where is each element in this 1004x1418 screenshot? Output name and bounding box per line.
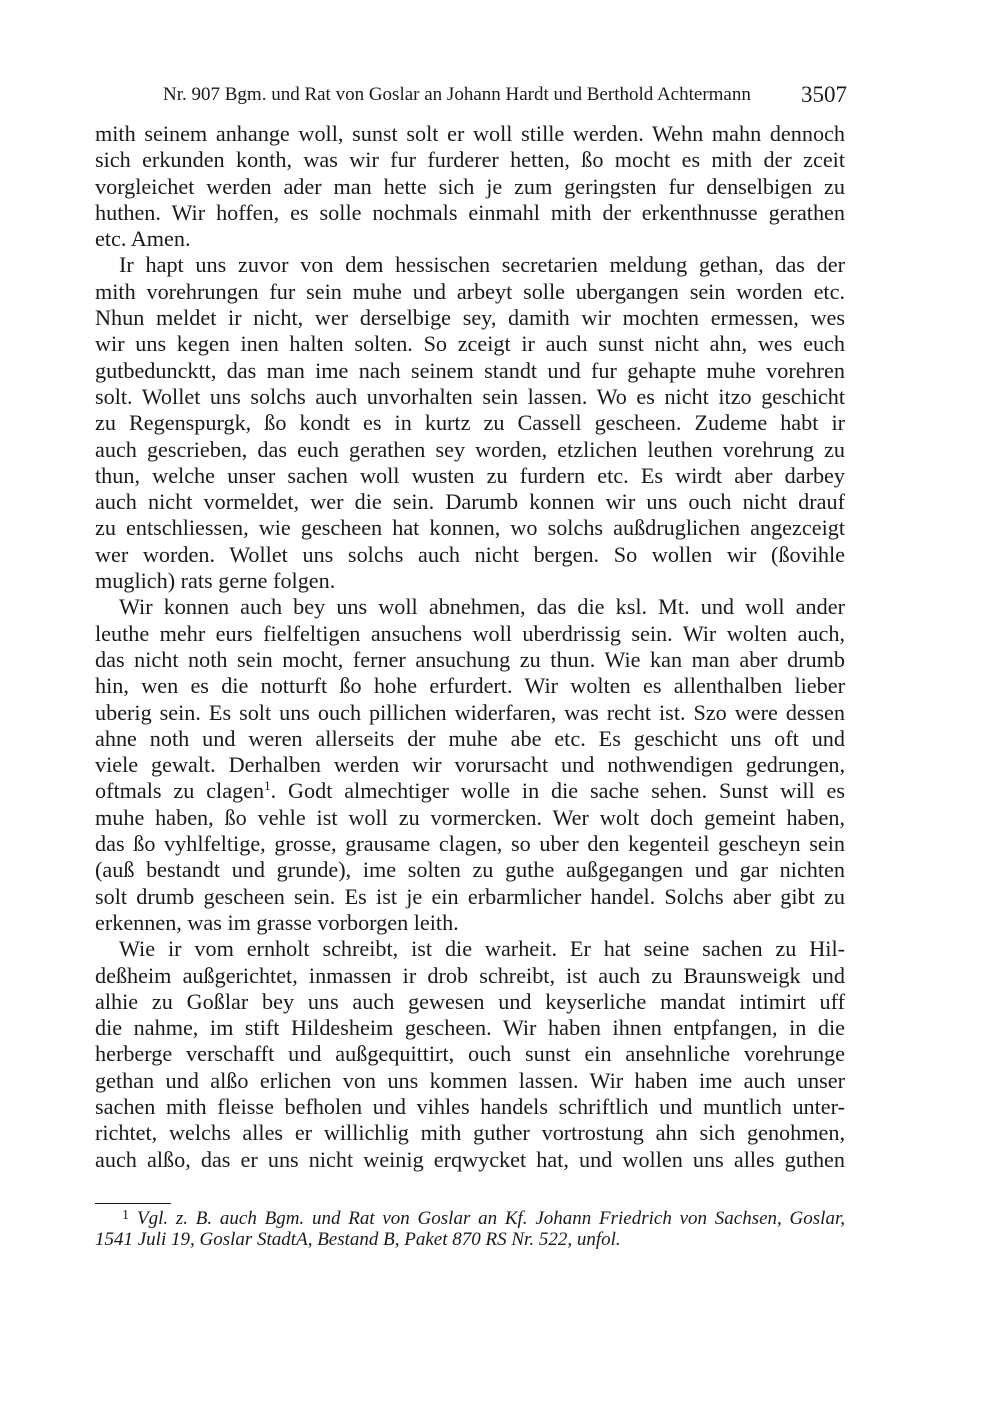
text-line: erkennen, was im grasse vorborgen leith. xyxy=(95,909,459,935)
page-number: 3507 xyxy=(801,82,847,107)
text-line: huthen. Wir hoffen, es solle nochmals einmahl mith der erkenthnusse gerathen xyxy=(95,199,845,225)
text-line: leuthe mehr eurs fielfeltigen ansuchens woll uberdrissig sein. Wir wolten auch, xyxy=(95,620,845,646)
text-line: auch alßo, das er uns nicht weinig erqwycket hat, und wollen uns alles guthen xyxy=(95,1146,845,1172)
text-line: Wie ir vom ernholt schreibt, ist die warheit. Er hat seine sachen zu Hil- xyxy=(119,936,845,962)
text-line: wir uns kegen inen halten solten. So zceigt ir auch sunst nicht ahn, wes euch xyxy=(95,331,845,357)
text-line: hin, wen es die notturft ßo hohe erfurdert. Wir wolten es allenthalben lieber xyxy=(95,673,845,699)
footnote xyxy=(95,1208,845,1250)
text-line: sachen mith fleisse befholen und vihles handels schriftlich und muntlich unter- xyxy=(95,1093,845,1119)
text-line: Ir hapt uns zuvor von dem hessischen secretarien meldung gethan, das der xyxy=(119,252,845,278)
footnote-reference[interactable]: 1 xyxy=(264,778,271,794)
text-line: das nicht noth sein mocht, ferner ansuchung zu thun. Wie kan man aber drumb xyxy=(95,646,845,672)
text-line: uberig sein. Es solt uns ouch pillichen widerfaren, was recht ist. Szo were dessen xyxy=(95,699,845,725)
text-line: wer worden. Wollet uns solchs auch nicht bergen. So wollen wir (ßovihle xyxy=(95,541,845,567)
running-head xyxy=(95,80,847,110)
text-line: thun, welche unser sachen woll wusten zu furdern etc. Es wirdt aber darbey xyxy=(95,462,845,488)
text-line: zu Regenspurgk, ßo kondt es in kurtz zu Cassell gescheen. Zudeme habt ir xyxy=(95,410,845,436)
text-line: gutbeduncktt, das man ime nach seinem standt und fur gehapte muhe vorehren xyxy=(95,357,845,383)
footnote-line xyxy=(95,1208,845,1229)
text-line: ahne noth und weren allerseits der muhe abe etc. Es geschicht uns oft und xyxy=(95,725,845,751)
text-line: herberge verschafft und außgequittirt, ouch sunst ein ansehnliche vorehrunge xyxy=(95,1041,845,1067)
text-line: Nhun meldet ir nicht, wer derselbige sey, damith wir mochten ermessen, wes xyxy=(95,305,845,331)
text-line: viele gewalt. Derhalben werden wir vorursacht und nothwendigen gedrungen, xyxy=(95,752,845,778)
text-line: alhie zu Goßlar bey uns auch gewesen und keyserliche mandat intimirt uff xyxy=(95,988,845,1014)
text-line: (auß bestandt und grunde), ime solten zu guthe außgegangen und gar nichten xyxy=(95,857,845,883)
text-line: muglich) rats gerne folgen. xyxy=(95,568,336,594)
text-line: zu entschliessen, wie gescheen hat konnen, wo solchs außdruglichen angezceigt xyxy=(95,515,845,541)
text-line: muhe haben, ßo vehle ist woll zu vormercken. Wer wolt doch gemeint haben, xyxy=(95,804,845,830)
text-line: auch gescrieben, das euch gerathen sey worden, etzlichen leuthen vorehrung zu xyxy=(95,436,845,462)
text-fragment: . Godt almechtiger wolle in die sache sehen. Sunst will es xyxy=(270,778,846,804)
text-line: Wir konnen auch bey uns woll abnehmen, das die ksl. Mt. und woll ander xyxy=(119,594,845,620)
text-line: solt drumb gescheen sein. Es ist je ein erbarmlicher handel. Solchs aber gibt zu xyxy=(95,883,845,909)
text-line: mith seinem anhange woll, sunst solt er woll stille werden. Wehn mahn dennoch xyxy=(95,121,845,146)
footnote-separator xyxy=(95,1203,171,1204)
text-fragment: oftmals zu clagen xyxy=(95,778,265,804)
text-line: mith vorehrungen fur sein muhe und arbeyt solle ubergangen sein worden etc. xyxy=(95,278,845,304)
text-line: solt. Wollet uns solchs auch unvorhalten sein lassen. Wo es nicht itzo geschicht xyxy=(95,383,845,409)
text-line: die nahme, im stift Hildesheim gescheen. Wir haben ihnen entpfangen, in die xyxy=(95,1015,845,1041)
body-text xyxy=(95,121,845,1173)
text-line: richtet, welchs alles er willichlig mith guther vortrostung ahn sich genohmen, xyxy=(95,1120,845,1146)
footnote-number: 1 xyxy=(122,1208,129,1223)
text-line: etc. Amen. xyxy=(95,226,191,252)
text-line: sich erkunden konth, was wir fur furderer hetten, ßo mocht es mith der zceit xyxy=(95,147,845,173)
running-head-title: Nr. 907 Bgm. und Rat von Goslar an Johann Hardt und Berthold Achtermann xyxy=(163,84,751,105)
text-line: deßheim außgerichtet, inmassen ir drob schreibt, ist auch zu Braunsweigk und xyxy=(95,962,845,988)
footnote-text: Vgl. z. B. auch Bgm. und Rat von Goslar an Kf. Johann Friedrich von Sachsen, Goslar, xyxy=(137,1208,845,1229)
text-line: auch nicht vormeldet, wer die sein. Darumb konnen wir uns ouch nicht drauf xyxy=(95,489,845,515)
text-line: gethan und alßo erlichen von uns kommen lassen. Wir haben ime auch unser xyxy=(95,1067,845,1093)
text-line: das ßo vyhlfeltige, grosse, grausame clagen, so uber den kegenteil gescheyn sein xyxy=(95,831,845,857)
footnote-line: 1541 Juli 19, Goslar StadtA, Bestand B, Paket 870 RS Nr. 522, unfol. xyxy=(95,1229,621,1250)
text-line: vorgleichet werden ader man hette sich je zum geringsten fur denselbigen zu xyxy=(95,173,845,199)
text-line xyxy=(95,778,845,804)
